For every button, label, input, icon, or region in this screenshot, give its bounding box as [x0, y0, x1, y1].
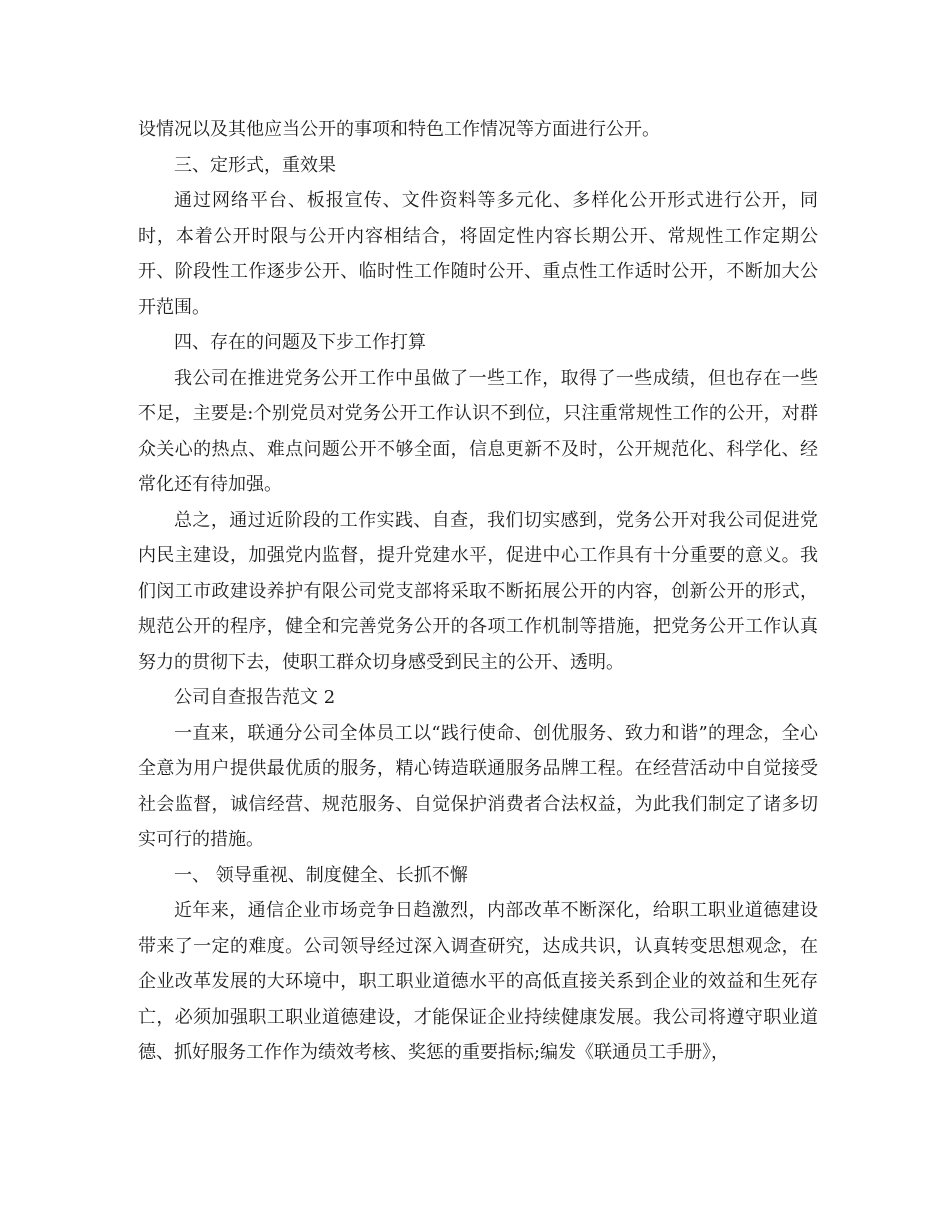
paragraph: 我公司在推进党务公开工作中虽做了一些工作，取得了一些成绩，但也存在一些不足，主要是:个别党员对党务公开工作认识不到位，只注重常规性工作的公开，对群众关心的热点、难点问题公开不够全面，信息更新不及时，公开规范化、科学化、经常化还有待加强。	[138, 367, 818, 495]
section-heading-4: 四、存在的问题及下步工作打算	[174, 332, 426, 353]
section-heading-3: 三、定形式，重效果	[174, 154, 336, 176]
paragraph: 近年来，通信企业市场竞争日趋激烈，内部改革不断深化，给职工职业道德建设带来了一定的难度。公司领导经过深入调查研究，达成共识，认真转变思想观念，在企业改革发展的大环境中，职工职业道德水平的高低直接关系到企业的效益和生死存亡，必须加强职工职业道德建设，才能保证企业持续健康发展。我公司将遵守职业道德、抓好服务工作作为绩效考核、奖惩的重要指标;编发《联通员工手册》，	[138, 900, 818, 1063]
paragraph: 通过网络平台、板报宣传、文件资料等多元化、多样化公开形式进行公开，同时，本着公开时限与公开内容相结合，将固定性内容长期公开、常规性工作定期公开、阶段性工作逐步公开、临时性工作随时公开、重点性工作适时公开，不断加大公开范围。	[138, 190, 818, 318]
paragraph: 总之，通过近阶段的工作实践、自查，我们切实感到，党务公开对我公司促进党内民主建设，加强党内监督，提升党建水平，促进中心工作具有十分重要的意义。我们闵工市政建设养护有限公司党支部将采取不断拓展公开的内容，创新公开的形式，规范公开的程序，健全和完善党务公开的各项工作机制等措施，把党务公开工作认真努力的贯彻下去，使职工群众切身感受到民主的公开、透明。	[138, 509, 818, 673]
paragraph: 一直来，联通分公司全体员工以“践行使命、创优服务、致力和谐”的理念，全心全意为用户提供最优质的服务，精心铸造联通服务品牌工程。在经营活动中自觉接受社会监督，诚信经营、规范服务、自觉保护消费者合法权益，为此我们制定了诸多切实可行的措施。	[138, 722, 818, 850]
section-heading-1: 一、 领导重视、制度健全、长抓不懈	[174, 864, 468, 886]
report-title-2: 公司自查报告范文 2	[174, 687, 336, 708]
paragraph-continued: 设情况以及其他应当公开的事项和特色工作情况等方面进行公开。	[138, 119, 660, 140]
document-body	[138, 112, 818, 1071]
